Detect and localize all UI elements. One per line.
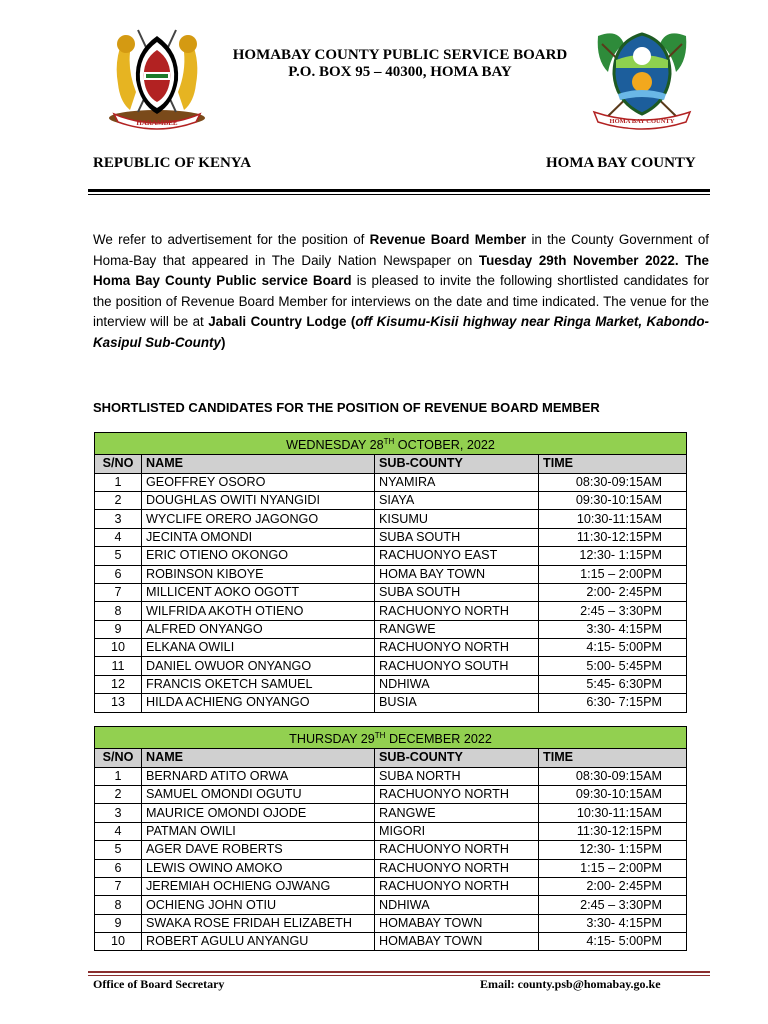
kenya-coat-of-arms-icon (100, 22, 214, 130)
table-row (95, 694, 687, 712)
col-sno-header: S/NO (95, 455, 142, 473)
row-time: 11:30-12:15PM (539, 822, 687, 840)
row-sno: 4 (95, 822, 142, 840)
row-name: MILLICENT AOKO OGOTT (142, 583, 375, 601)
row-name: FRANCIS OKETCH SAMUEL (142, 675, 375, 693)
footer-office: Office of Board Secretary (93, 977, 225, 991)
table-row (95, 933, 687, 951)
row-sno: 3 (95, 804, 142, 822)
row-subcounty: SUBA SOUTH (375, 528, 539, 546)
row-name: OCHIENG JOHN OTIU (142, 896, 375, 914)
row-time: 11:30-12:15PM (539, 528, 687, 546)
row-name: HILDA ACHIENG ONYANGO (142, 694, 375, 712)
table-row (95, 657, 687, 675)
row-subcounty: KISUMU (375, 510, 539, 528)
row-subcounty: RACHUONYO NORTH (375, 639, 539, 657)
row-time: 2:45 – 3:30PM (539, 602, 687, 620)
col-subcounty-header: SUB-COUNTY (375, 455, 539, 473)
table-row (95, 602, 687, 620)
row-name: SWAKA ROSE FRIDAH ELIZABETH (142, 914, 375, 932)
row-name: DOUGHLAS OWITI NYANGIDI (142, 491, 375, 509)
row-name: ELKANA OWILI (142, 639, 375, 657)
row-subcounty: RACHUONYO EAST (375, 547, 539, 565)
row-subcounty: NDHIWA (375, 896, 539, 914)
row-subcounty: RACHUONYO NORTH (375, 602, 539, 620)
row-sno: 8 (95, 896, 142, 914)
table-row (95, 675, 687, 693)
day2-header-row (95, 749, 687, 767)
row-subcounty: BUSIA (375, 694, 539, 712)
row-subcounty: HOMA BAY TOWN (375, 565, 539, 583)
row-name: GEOFFREY OSORO (142, 473, 375, 491)
row-subcounty: NYAMIRA (375, 473, 539, 491)
row-time: 4:15- 5:00PM (539, 933, 687, 951)
table-row (95, 804, 687, 822)
row-subcounty: MIGORI (375, 822, 539, 840)
row-name: JEREMIAH OCHIENG OJWANG (142, 877, 375, 895)
row-sno: 8 (95, 602, 142, 620)
table-row (95, 767, 687, 785)
board-address: P.O. BOX 95 – 40300, HOMA BAY (288, 64, 512, 80)
row-name: WILFRIDA AKOTH OTIENO (142, 602, 375, 620)
row-name: MAURICE OMONDI OJODE (142, 804, 375, 822)
row-name: ALFRED ONYANGO (142, 620, 375, 638)
col-name-header: NAME (142, 455, 375, 473)
republic-label: REPUBLIC OF KENYA (93, 155, 252, 171)
row-name: JECINTA OMONDI (142, 528, 375, 546)
row-sno: 9 (95, 620, 142, 638)
row-time: 10:30-11:15AM (539, 510, 687, 528)
row-time: 3:30- 4:15PM (539, 620, 687, 638)
row-sno: 4 (95, 528, 142, 546)
row-time: 5:45- 6:30PM (539, 675, 687, 693)
row-time: 2:00- 2:45PM (539, 583, 687, 601)
row-sno: 1 (95, 473, 142, 491)
table-row (95, 620, 687, 638)
row-time: 5:00- 5:45PM (539, 657, 687, 675)
schedule-table-day1 (94, 432, 687, 713)
row-subcounty: NDHIWA (375, 675, 539, 693)
col-subcounty-header: SUB-COUNTY (375, 749, 539, 767)
row-subcounty: HOMABAY TOWN (375, 914, 539, 932)
row-time: 09:30-10:15AM (539, 491, 687, 509)
row-time: 08:30-09:15AM (539, 767, 687, 785)
row-time: 09:30-10:15AM (539, 785, 687, 803)
row-time: 10:30-11:15AM (539, 804, 687, 822)
day2-title: THURSDAY 29TH DECEMBER 2022 (95, 727, 687, 749)
row-sno: 11 (95, 657, 142, 675)
row-time: 2:45 – 3:30PM (539, 896, 687, 914)
footer-divider-thick (88, 971, 710, 973)
row-subcounty: SIAYA (375, 491, 539, 509)
homa-bay-county-emblem-icon (588, 24, 696, 132)
row-sno: 2 (95, 785, 142, 803)
section-title: SHORTLISTED CANDIDATES FOR THE POSITION OF REVENUE BOARD MEMBER (93, 400, 600, 415)
row-sno: 6 (95, 565, 142, 583)
row-sno: 2 (95, 491, 142, 509)
table-row (95, 841, 687, 859)
footer-email: Email: county.psb@homabay.go.ke (480, 977, 661, 991)
col-time-header: TIME (539, 749, 687, 767)
row-sno: 13 (95, 694, 142, 712)
row-name: PATMAN OWILI (142, 822, 375, 840)
row-subcounty: RACHUONYO NORTH (375, 785, 539, 803)
letterhead-title (210, 47, 590, 81)
table-row (95, 859, 687, 877)
table-row (95, 914, 687, 932)
row-name: BERNARD ATITO ORWA (142, 767, 375, 785)
day1-title: WEDNESDAY 28TH OCTOBER, 2022 (95, 433, 687, 455)
row-name: ROBERT AGULU ANYANGU (142, 933, 375, 951)
board-name: HOMABAY COUNTY PUBLIC SERVICE BOARD (232, 47, 568, 63)
row-subcounty: RACHUONYO NORTH (375, 877, 539, 895)
header-divider-thick (88, 189, 710, 192)
table-row (95, 473, 687, 491)
col-name-header: NAME (142, 749, 375, 767)
row-sno: 6 (95, 859, 142, 877)
footer-divider-thin (88, 975, 710, 976)
row-sno: 5 (95, 547, 142, 565)
row-name: ROBINSON KIBOYE (142, 565, 375, 583)
row-name: SAMUEL OMONDI OGUTU (142, 785, 375, 803)
row-time: 4:15- 5:00PM (539, 639, 687, 657)
day1-band-row (95, 433, 687, 455)
row-name: WYCLIFE ORERO JAGONGO (142, 510, 375, 528)
row-subcounty: RACHUONYO SOUTH (375, 657, 539, 675)
row-time: 12:30- 1:15PM (539, 841, 687, 859)
table-row (95, 822, 687, 840)
row-subcounty: HOMABAY TOWN (375, 933, 539, 951)
logo-left-text: HARAMBEE (136, 119, 178, 127)
row-sno: 9 (95, 914, 142, 932)
row-sno: 10 (95, 933, 142, 951)
row-subcounty: RACHUONYO NORTH (375, 859, 539, 877)
row-sno: 12 (95, 675, 142, 693)
table-row (95, 785, 687, 803)
day1-header-row (95, 455, 687, 473)
table-row (95, 565, 687, 583)
row-time: 1:15 – 2:00PM (539, 565, 687, 583)
row-time: 08:30-09:15AM (539, 473, 687, 491)
intro-paragraph: We refer to advertisement for the position of Revenue Board Member in the County Government of Homa-Bay that appeared in The Daily Nation Newspaper on Tuesday 29th November 2022. The Homa Bay County Public service Board is pleased to invite the following shortlisted candidates for the position of Revenue Board Member for interviews on the date and time indicated. The venue for the interview will be at Jabali Country Lodge (off Kisumu-Kisii highway near Ringa Market, Kabondo-Kasipul Sub-County) (93, 232, 710, 350)
row-time: 1:15 – 2:00PM (539, 859, 687, 877)
row-subcounty: RACHUONYO NORTH (375, 841, 539, 859)
row-name: LEWIS OWINO AMOKO (142, 859, 375, 877)
row-sno: 10 (95, 639, 142, 657)
logo-right-text: HOMA BAY COUNTY (609, 118, 675, 125)
table-row (95, 491, 687, 509)
table-row (95, 528, 687, 546)
col-time-header: TIME (539, 455, 687, 473)
row-name: DANIEL OWUOR ONYANGO (142, 657, 375, 675)
row-subcounty: SUBA NORTH (375, 767, 539, 785)
col-sno-header: S/NO (95, 749, 142, 767)
row-name: ERIC OTIENO OKONGO (142, 547, 375, 565)
row-sno: 5 (95, 841, 142, 859)
row-time: 12:30- 1:15PM (539, 547, 687, 565)
table-row (95, 896, 687, 914)
row-subcounty: RANGWE (375, 804, 539, 822)
day2-band-row (95, 727, 687, 749)
county-label: HOMA BAY COUNTY (546, 155, 696, 171)
row-time: 3:30- 4:15PM (539, 914, 687, 932)
table-row (95, 583, 687, 601)
row-sno: 7 (95, 583, 142, 601)
table-row (95, 877, 687, 895)
row-subcounty: SUBA SOUTH (375, 583, 539, 601)
schedule-table-day2 (94, 726, 687, 951)
row-subcounty: RANGWE (375, 620, 539, 638)
table-row (95, 510, 687, 528)
row-sno: 3 (95, 510, 142, 528)
table-row (95, 639, 687, 657)
row-time: 6:30- 7:15PM (539, 694, 687, 712)
table-row (95, 547, 687, 565)
row-sno: 7 (95, 877, 142, 895)
row-time: 2:00- 2:45PM (539, 877, 687, 895)
row-name: AGER DAVE ROBERTS (142, 841, 375, 859)
header-divider-thin (88, 194, 710, 195)
row-sno: 1 (95, 767, 142, 785)
